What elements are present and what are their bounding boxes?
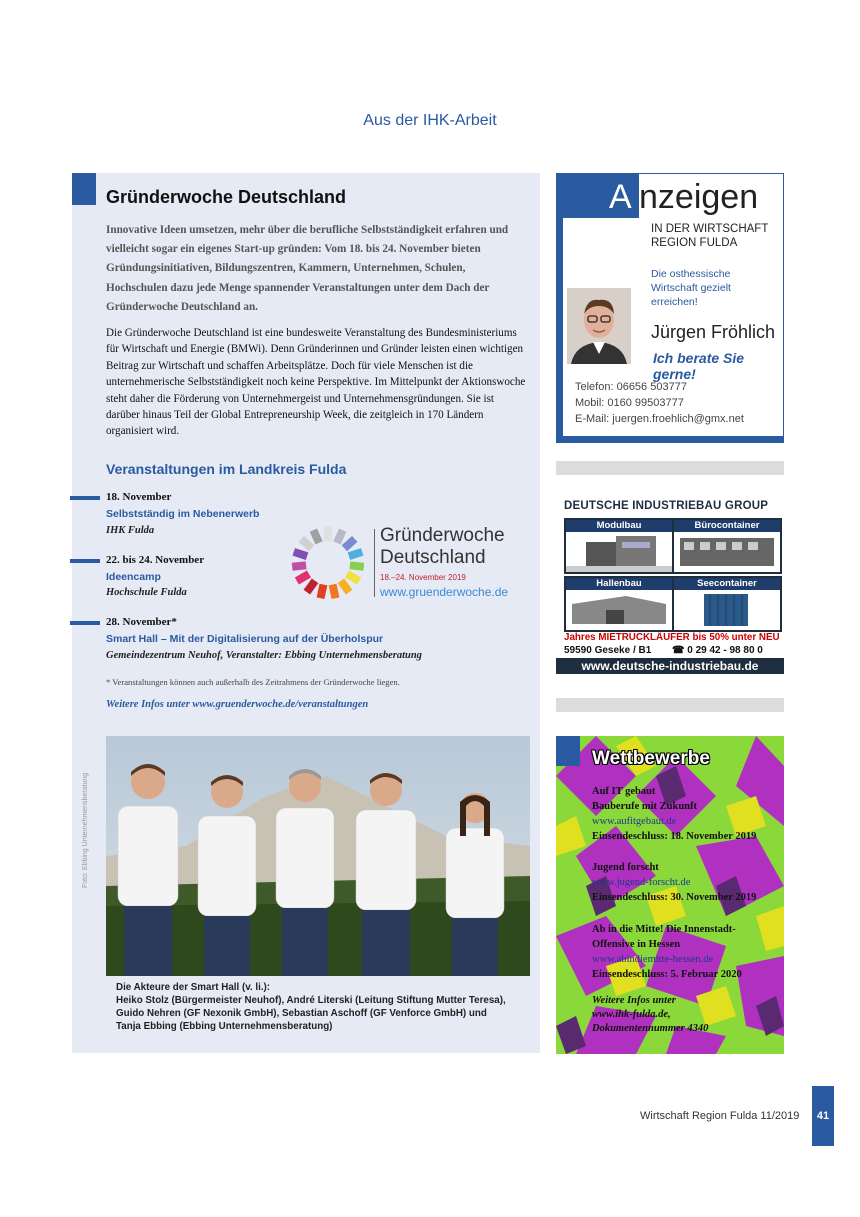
ad-bottom-band <box>557 436 783 442</box>
caption-line: Heiko Stolz (Bürgermeister Neuhof), André Literski (Leitung Stiftung Mutter Teresa), <box>116 995 506 1006</box>
ad2-offer: Jahres MIETRÜCKLÄUFER bis 50% unter NEU <box>564 632 780 643</box>
event-date: 22. bis 24. November <box>106 554 205 566</box>
publication-name: Wirtschaft Region Fulda 11/2019 <box>640 1110 800 1122</box>
ad-title-rest: nzeigen <box>639 178 759 216</box>
footnote-text: Veranstaltungen können auch außerhalb des Zeitrahmens der Gründerwoche liegen. <box>112 677 400 687</box>
event-date: 18. November <box>106 491 172 503</box>
article-body: Die Gründerwoche Deutschland ist eine bundesweite Veranstaltung des Bundesministeriums für Wirtschaft und Energie (BMWi). Denn Gründerinnen und Gründer leisten einen wichtigen Beitrag zur Wirtschaft und schaffen Arbeitsplätze. Doch für viele Menschen ist die unternehmerische Selbstständigkeit noch keine Perspektive. Im Mittelpunkt der Aktionswoche steht daher die Förderung von Unternehmergeist und Unternehmensgründungen. Sie ist darüber hinaus Teil der Global Entrepreneurship Week, die zeitgleich in 170 Ländern organisiert wird. <box>106 327 526 438</box>
ad2-url[interactable]: www.deutsche-industriebau.de <box>556 658 784 674</box>
logo-divider <box>374 529 375 597</box>
logo-line1: Gründerwoche <box>380 525 505 546</box>
photo-credit: Foto: Ebbing Unternehmensberatung <box>82 772 89 888</box>
article-headline: Gründerwoche Deutschland <box>106 187 347 207</box>
tile-buerocontainer: Bürocontainer <box>672 518 782 574</box>
footnote-mark: * <box>106 677 111 687</box>
separator-bar <box>556 461 784 475</box>
ad-wettbewerbe <box>556 736 784 1054</box>
footnote <box>106 677 400 687</box>
events-heading: Veranstaltungen im Landkreis Fulda <box>106 461 347 477</box>
event-marker <box>70 621 100 625</box>
tile-modulbau: Modulbau <box>564 518 674 574</box>
ad3-title: Wettbewerbe <box>592 748 710 769</box>
caption-line: Tanja Ebbing (Ebbing Unternehmensberatung) <box>116 1021 333 1032</box>
ad3-link[interactable]: www.ihk-fulda.de, <box>592 1009 671 1020</box>
gruenderwoche-logo <box>288 523 528 603</box>
event-location: IHK Fulda <box>106 525 155 536</box>
logo-ring-icon <box>288 523 368 603</box>
group-photo <box>106 736 530 976</box>
contact-name: Jürgen Fröhlich <box>651 322 776 342</box>
logo-dates: 18.–24. November 2019 <box>380 573 466 582</box>
ad3-entry-3: Ab in die Mitte! Die Innenstadt- Offensive in Hessen www.abindiemitte-hessen.de Einsendeschluss: 5. Februar 2020 <box>592 924 742 980</box>
event-location: Gemeindezentrum Neuhof, Veranstalter: Ebbing Unternehmensberatung <box>106 650 422 661</box>
logo-line2: Deutschland <box>380 547 486 568</box>
ad-tagline: Die osthessische Wirtschaft gezielt erreichen! <box>651 268 731 308</box>
article-lead: Innovative Ideen umsetzen, mehr über die berufliche Selbstständigkeit erfahren und vielleicht sogar ein eigenes Start-up gründen: Vom 18. bis 24. November bieten Gründungsinitiativen, Bildungszentren, Kammern, Unternehmen, Schulen, Hochschulen dazu jede Menge spannender Veranstaltungen unter dem Dach der Gründerwoche Deutschland an. <box>106 224 509 313</box>
tile-seecontainer: Seecontainer <box>672 576 782 632</box>
ad2-title: DEUTSCHE INDUSTRIEBAU GROUP <box>564 500 769 512</box>
contact-slogan: Ich berate Sie gerne! <box>653 350 745 382</box>
ad-title-first: A <box>609 178 633 216</box>
photo-caption <box>116 981 536 1033</box>
event-marker <box>70 496 100 500</box>
caption-line: Guido Nehren (GF Nexonik GmbH), Sebastian Aschoff (GF Venforce GmbH) und <box>116 1008 487 1019</box>
ad2-address: 59590 Geseke / B1 <box>564 645 652 656</box>
tile-hallenbau: Hallenbau <box>564 576 674 632</box>
ad3-more-info: Weitere Infos unter www.ihk-fulda.de, Dokumentennummer 4340 <box>592 995 709 1034</box>
contact-email[interactable]: E-Mail: juergen.froehlich@gmx.net <box>575 413 744 425</box>
event-title: Smart Hall – Mit der Digitalisierung auf der Überholspur <box>106 633 384 645</box>
event-marker <box>70 559 100 563</box>
contact-details <box>575 379 744 427</box>
more-info-link[interactable]: Weitere Infos unter www.gruenderwoche.de/veranstaltungen <box>106 699 369 710</box>
event-date: 28. November* <box>106 616 177 628</box>
caption-line: Die Akteure der Smart Hall (v. li.): <box>116 982 271 993</box>
contact-mobile: Mobil: 0160 99503777 <box>575 397 684 409</box>
page-number: 41 <box>812 1086 834 1146</box>
ad3-entry-2: Jugend forscht www.jugend-forscht.de Einsendeschluss: 30. November 2019 <box>592 862 757 903</box>
ad3-marker <box>556 736 580 766</box>
event-title: Ideencamp <box>106 571 161 583</box>
ad-subtitle: IN DER WIRTSCHAFT REGION FULDA <box>651 223 769 249</box>
logo-url[interactable]: www.gruenderwoche.de <box>380 585 509 599</box>
ad3-link[interactable]: www.jugend-forscht.de <box>592 877 691 888</box>
article-box <box>72 173 540 1053</box>
event-title: Selbstständig im Nebenerwerb <box>106 508 260 520</box>
event-location: Hochschule Fulda <box>106 587 187 598</box>
section-label: Aus der IHK-Arbeit <box>363 112 497 129</box>
ad-left-stripe <box>557 218 563 442</box>
headline-marker <box>72 173 96 205</box>
ad3-link[interactable]: www.aufitgebaut.de <box>592 816 677 827</box>
separator-bar <box>556 698 784 712</box>
ad-industriebau <box>556 494 784 676</box>
contact-phone: Telefon: 06656 503777 <box>575 381 687 393</box>
contact-portrait <box>567 288 631 364</box>
ad3-entry-1: Auf IT gebaut Bauberufe mit Zukunft www.aufitgebaut.de Einsendeschluss: 18. November 2019 <box>592 786 757 842</box>
ad-contact <box>556 173 784 443</box>
ad2-phone: ☎ 0 29 42 - 98 80 0 <box>672 645 763 656</box>
ad3-link[interactable]: www.abindiemitte-hessen.de <box>592 954 714 965</box>
